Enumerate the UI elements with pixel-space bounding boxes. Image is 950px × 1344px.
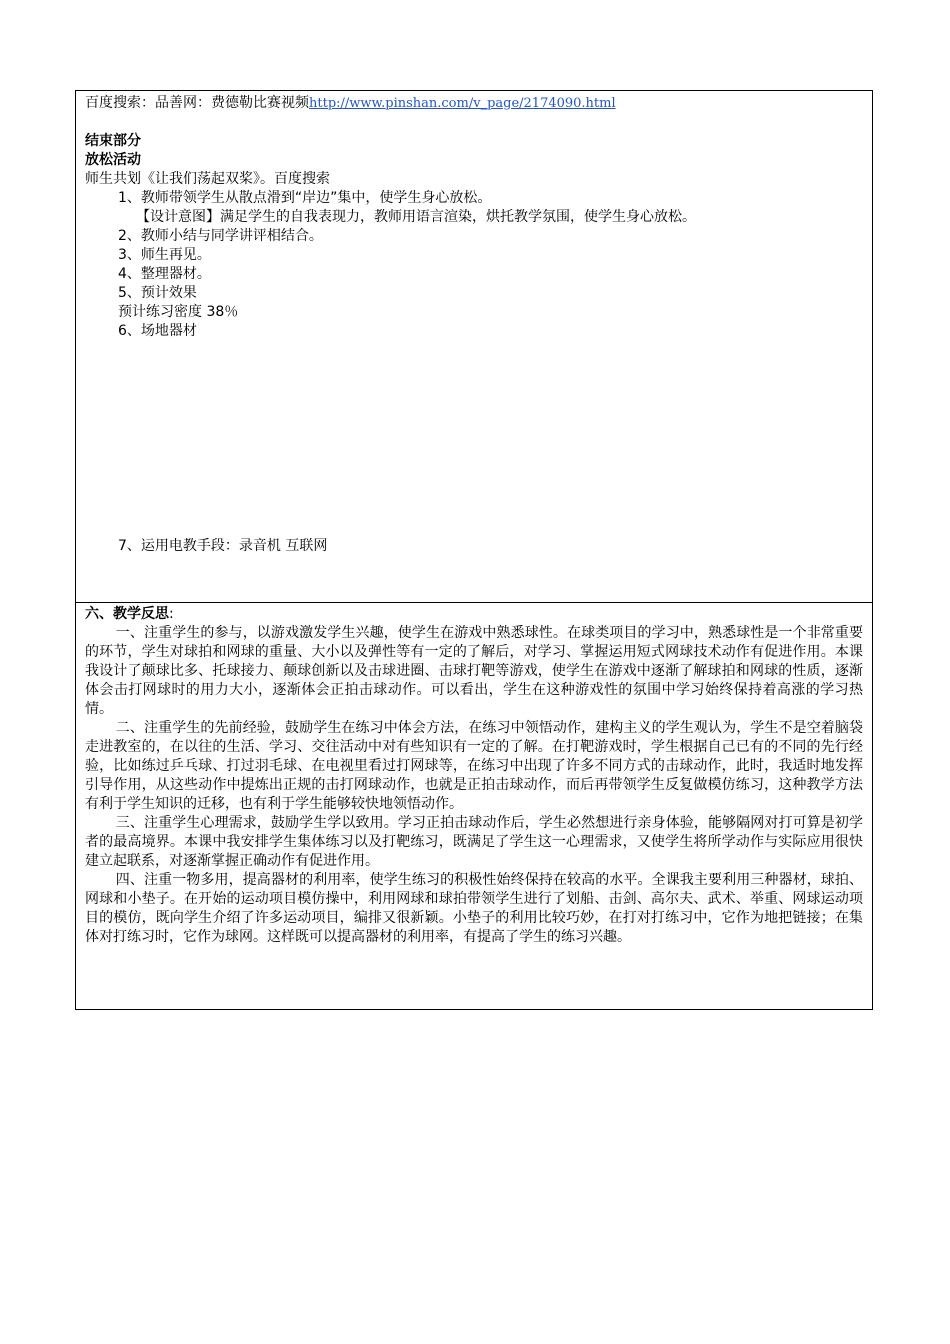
reflection-heading <box>85 605 863 624</box>
list-item: 3、师生再见。 <box>118 247 211 263</box>
design-intent: 【设计意图】满足学生的自我表现力，教师用语言渲染，烘托教学氛围，使学生身心放松。 <box>136 209 696 225</box>
list-item: 6、场地器材 <box>118 323 197 339</box>
closing-section-cell <box>76 91 872 603</box>
media-tools-item: 7、运用电教手段：录音机 互联网 <box>118 538 328 554</box>
subsection-title: 放松活动 <box>85 152 141 168</box>
reflection-paragraph: 四、注重一物多用，提高器材的利用率，使学生练习的积极性始终保持在较高的水平。全课我主要利用三种器材，球拍、网球和小垫子。在开始的运动项目模仿操中，利用网球和球拍带领学生进行了划船、击剑、高尔夫、武术、举重、网球运动项目的模仿，既向学生介绍了许多运动项目，编排又很新颖。小垫子的利用比较巧妙，在打对打练习中，它作为地把链接；在集体对打练习时，它作为球网。这样既可以提高器材的利用率，有提高了学生的练习兴趣。 <box>85 872 863 945</box>
video-link[interactable]: http://www.pinshan.com/v_page/2174090.html <box>309 96 616 111</box>
reflection-paragraph: 一、注重学生的参与，以游戏激发学生兴趣，使学生在游戏中熟悉球性。在球类项目的学习中，熟悉球性是一个非常重要的环节，学生对球拍和网球的重量、大小以及弹性等有一定的了解后，对学习、掌握运用短式网球技术动作有促进作用。本课我设计了颠球比多、托球接力、颠球创新以及击球进圈、击球打靶等游戏，使学生在游戏中逐渐了解球拍和网球的性质，逐渐体会击打网球时的用力大小，逐渐体会正拍击球动作。可以看出，学生在这种游戏性的氛围中学习始终保持着高涨的学习热情。 <box>85 625 863 717</box>
reflection-cell <box>76 603 872 1009</box>
reflection-paragraph: 二、注重学生的先前经验，鼓励学生在练习中体会方法，在练习中领悟动作，建构主义的学生观认为，学生不是空着脑袋走进教室的，在以往的生活、学习、交往活动中对有些知识有一定的了解。在打靶游戏时，学生根据自己已有的不同的先行经验，比如练过乒乓球、打过羽毛球、在电视里看过打网球等，在练习中出现了许多不同方式的击球动作，此时，我适时地发挥引导作用，从这些动作中提炼出正规的击打网球动作，也就是正拍击球动作，而后再带领学生反复做模仿练习，这种教学方法有利于学生知识的迁移，也有利于学生能够较快地领悟动作。 <box>85 720 863 812</box>
activity-intro: 师生共划《让我们荡起双桨》。百度搜索 <box>85 171 330 187</box>
practice-density: 预计练习密度 38％ <box>118 304 239 320</box>
list-item: 2、教师小结与同学讲评相结合。 <box>118 228 323 244</box>
list-item: 4、整理器材。 <box>118 266 211 282</box>
reflection-heading-colon: : <box>169 606 174 622</box>
search-line-prefix: 百度搜索：品善网：费德勒比赛视频 <box>85 95 309 111</box>
section-title: 结束部分 <box>85 133 141 149</box>
list-item: 1、教师带领学生从散点滑到“岸边”集中，使学生身心放松。 <box>118 190 492 206</box>
reflection-paragraph: 三、注重学生心理需求，鼓励学生学以致用。学习正拍击球动作后，学生必然想进行亲身体验，能够隔网对打可算是初学者的最高境界。本课中我安排学生集体练习以及打靶练习，既满足了学生这一心理需求，又使学生将所学动作与实际应用很快建立起联系，对逐渐掌握正确动作有促进作用。 <box>85 815 863 869</box>
search-line <box>85 94 863 113</box>
list-item: 5、预计效果 <box>118 285 197 301</box>
blank-line <box>85 113 863 132</box>
lesson-plan-table <box>75 90 873 1010</box>
reflection-heading-text: 六、教学反思 <box>85 606 169 622</box>
